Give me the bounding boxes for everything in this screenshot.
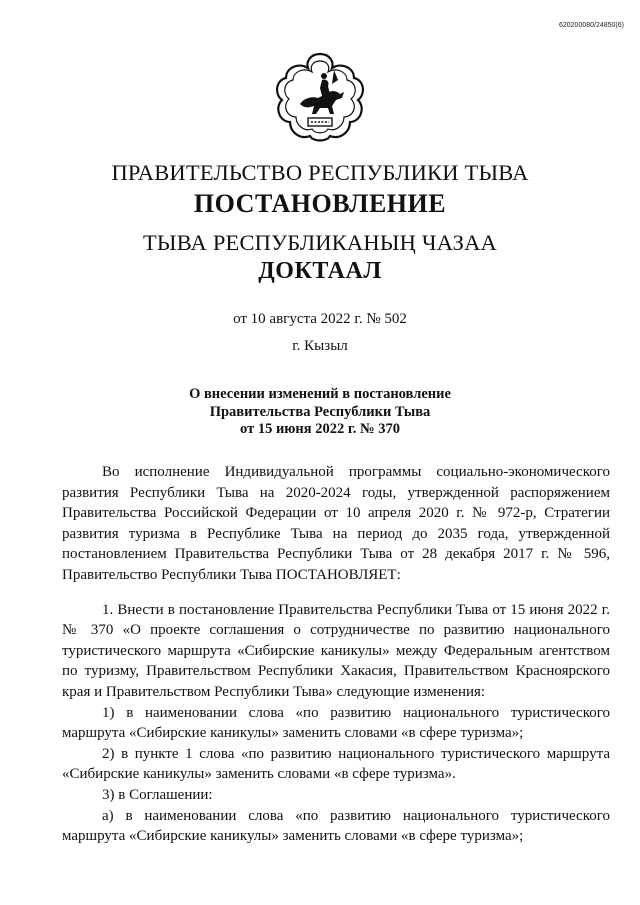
coat-of-arms-icon — [272, 50, 368, 146]
item-paragraph: 2) в пункте 1 слова «по развитию национального туристического маршрута «Сибирские каникулы» заменить словами «в сфере туризма». — [62, 745, 610, 783]
decree-date-number: от 10 августа 2022 г. № 502 — [233, 311, 407, 327]
decree-title-ru: ПОСТАНОВЛЕНИЕ — [193, 189, 447, 218]
tuva-coat-of-arms-icon — [272, 50, 368, 146]
item-paragraph: 1) в наименовании слова «по развитию национального туристического маршрута «Сибирские каникулы» заменить словами «в сфере туризма»; — [62, 704, 610, 742]
subject-line: О внесении изменений в постановление — [189, 386, 451, 402]
document-id: 620200080/24850(6) — [558, 22, 624, 29]
government-title-ru: ПРАВИТЕЛЬСТВО РЕСПУБЛИКИ ТЫВА — [111, 160, 529, 185]
item-paragraph: 3) в Соглашении: — [102, 786, 213, 803]
decree-title-tyv: ДОКТААЛ — [258, 258, 382, 284]
decree-city: г. Кызыл — [292, 338, 348, 354]
decree-subject — [0, 386, 640, 439]
decree-body — [62, 462, 610, 847]
government-title-tyv: ТЫВА РЕСПУБЛИКАНЫҢ ЧАЗАА — [142, 230, 498, 255]
item-paragraph: а) в наименовании слова «по развитию национального туристического маршрута «Сибирские каникулы» заменить словами «в сфере туризма»; — [62, 807, 610, 845]
preamble-paragraph: Во исполнение Индивидуальной программы социально-экономического развития Республики Тыва на 2020-2024 годы, утвержденной распоряжением Правительства Российской Федерации от 10 апреля 2020 г. № 972-р, Стратегии развития туризма в Республике Тыва на период до 2035 года, утвержденной постановлением Правительства Республики Тыва от 28 декабря 2017 г. № 596, Правительство Республики Тыва ПОСТАНОВЛЯЕТ: — [62, 464, 610, 583]
subject-line: Правительства Республики Тыва — [209, 403, 431, 420]
subject-line: от 15 июня 2022 г. № 370 — [240, 421, 400, 437]
item-paragraph: 1. Внести в постановление Правительства Республики Тыва от 15 июня 2022 г. № 370 «О проекте соглашения о сотрудничестве по развитию национального туристического маршрута «Сибирские каникулы» между Федеральным агентством по туризму, Правительством Республики Хакасия, Правительством Красноярского края и Правительством Республики Тыва» следующие изменения: — [62, 601, 610, 700]
